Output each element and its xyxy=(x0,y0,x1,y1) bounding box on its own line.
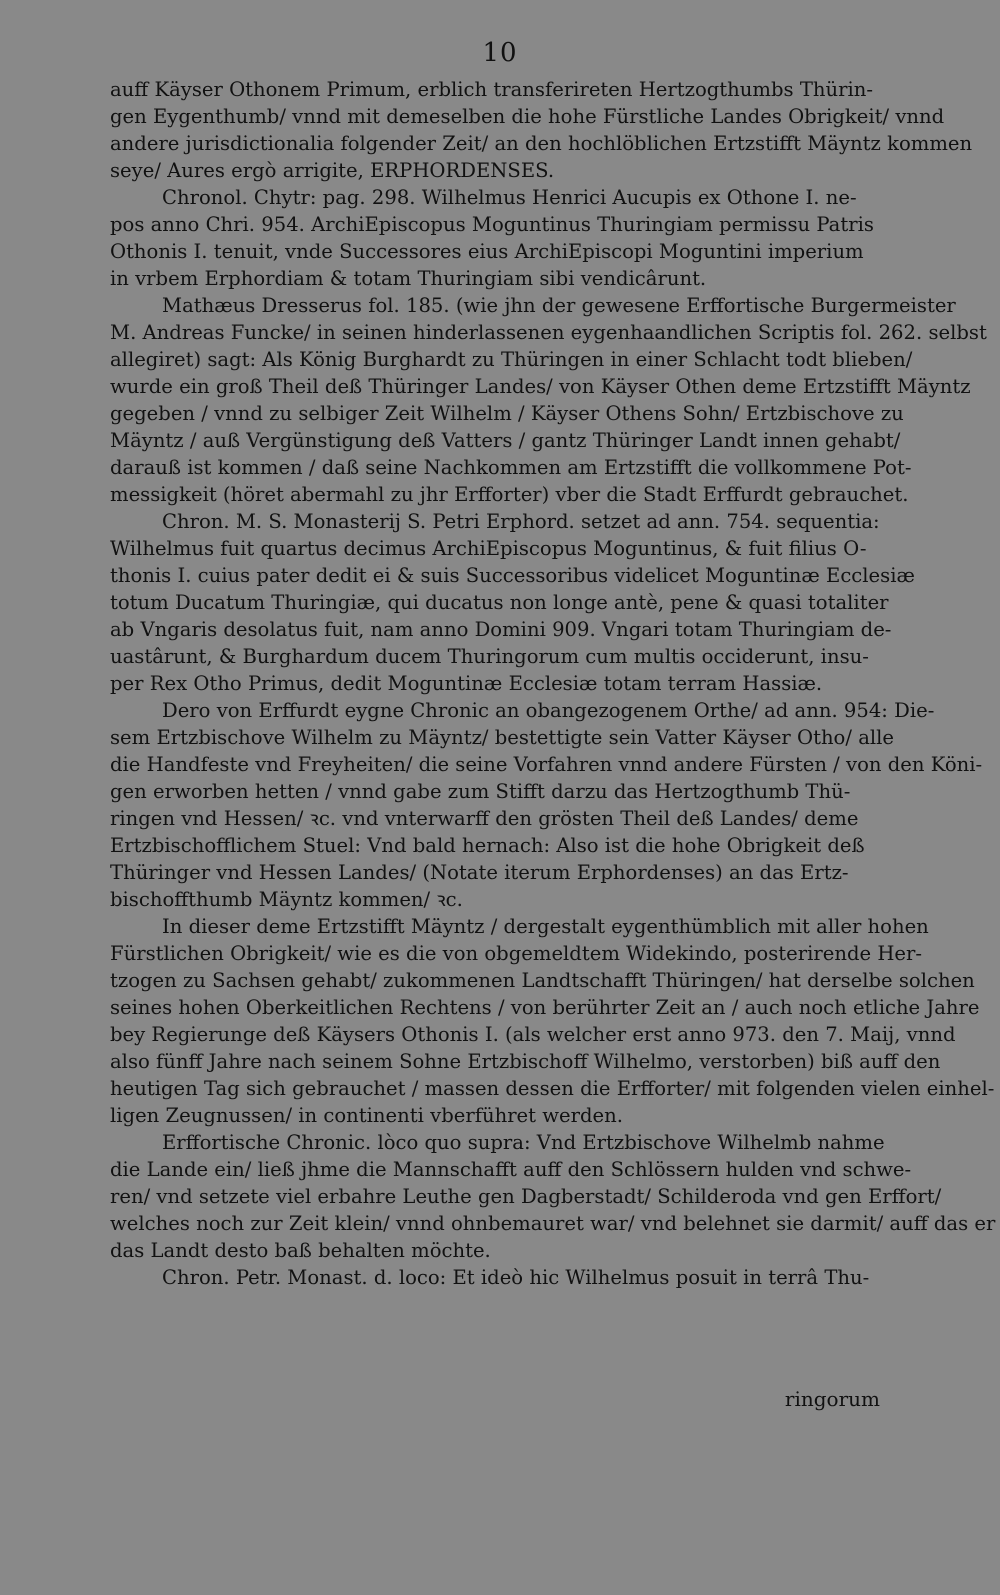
paragraph-7 xyxy=(110,1129,996,1264)
text-line: gen erworben hetten / vnnd gabe zum Stifft darzu das Hertzogthumb Thü- xyxy=(110,780,851,803)
text-line: uastârunt, & Burghardum ducem Thuringorum cum multis occiderunt, insu- xyxy=(110,645,869,668)
text-line: die Handfeste vnd Freyheiten/ die seine Vorfahren vnnd andere Fürsten / von den Köni- xyxy=(110,753,983,776)
text-line: messigkeit (höret abermahl zu jhr Erfforter) vber die Stadt Erffurdt gebrauchet. xyxy=(110,483,909,506)
text-line: seye/ Aures ergò arrigite, ERPHORDENSES. xyxy=(110,159,555,182)
text-line: das Landt desto baß behalten möchte. xyxy=(110,1239,491,1262)
text-line: heutigen Tag sich gebrauchet / massen dessen die Erfforter/ mit folgenden vielen einhel- xyxy=(110,1077,995,1100)
text-line: Mäyntz / auß Vergünstigung deß Vatters / gantz Thüringer Landt innen gehabt/ xyxy=(110,429,901,452)
text-line: Erffortische Chronic. lòco quo supra: Vnd Ertzbischove Wilhelmb nahme xyxy=(162,1131,885,1154)
text-line: ringen vnd Hessen/ ꝛc. vnd vnterwarff den grösten Theil deß Landes/ deme xyxy=(110,807,859,830)
text-line: Chronol. Chytr: pag. 298. Wilhelmus Henrici Aucupis ex Othone I. ne- xyxy=(162,186,857,209)
text-line: Fürstlichen Obrigkeit/ wie es die von obgemeldtem Widekindo, posterirende Her- xyxy=(110,942,922,965)
paragraph-8 xyxy=(110,1264,880,1291)
paragraph-2 xyxy=(110,184,880,292)
text-line: per Rex Otho Primus, dedit Moguntinæ Ecclesiæ totam terram Hassiæ. xyxy=(110,672,823,695)
catchword: ringorum xyxy=(784,1387,880,1411)
text-line: andere jurisdictionalia folgender Zeit/ an den hochlöblichen Ertzstifft Mäyntz kommen xyxy=(110,132,973,155)
text-line: Thüringer vnd Hessen Landes/ (Notate iterum Erphordenses) an das Ertz- xyxy=(110,861,849,884)
text-line: gen Eygenthumb/ vnnd mit demeselben die hohe Fürstliche Landes Obrigkeit/ vnnd xyxy=(110,105,945,128)
text-line: seines hohen Oberkeitlichen Rechtens / von berührter Zeit an / auch noch etliche Jahre xyxy=(110,996,980,1019)
text-line: gegeben / vnnd zu selbiger Zeit Wilhelm / Käyser Othens Sohn/ Ertzbischove zu xyxy=(110,402,904,425)
text-line: Wilhelmus fuit quartus decimus ArchiEpiscopus Moguntinus, & fuit filius O- xyxy=(110,537,867,560)
paragraph-1 xyxy=(110,76,973,184)
text-line: In dieser deme Ertzstifft Mäyntz / dergestalt eygenthümblich mit aller hohen xyxy=(162,915,929,938)
text-line: sem Ertzbischove Wilhelm zu Mäyntz/ bestettigte sein Vatter Käyser Otho/ alle xyxy=(110,726,894,749)
text-line: ab Vngaris desolatus fuit, nam anno Domini 909. Vngari totam Thuringiam de- xyxy=(110,618,892,641)
text-line: bischoffthumb Mäyntz kommen/ ꝛc. xyxy=(110,888,463,911)
text-line: tzogen zu Sachsen gehabt/ zukommenen Landtschafft Thüringen/ hat derselbe solchen xyxy=(110,969,975,992)
text-line: darauß ist kommen / daß seine Nachkommen am Ertzstifft die vollkommene Pot- xyxy=(110,456,912,479)
text-line: Chron. Petr. Monast. d. loco: Et ideò hic Wilhelmus posuit in terrâ Thu- xyxy=(162,1266,870,1289)
paragraph-5 xyxy=(110,697,983,913)
text-line: welches noch zur Zeit klein/ vnnd ohnbemauret war/ vnd belehnet sie darmit/ auff das er xyxy=(110,1212,996,1235)
text-line: Dero von Erffurdt eygne Chronic an obangezogenem Orthe/ ad ann. 954: Die- xyxy=(162,699,935,722)
text-line: Chron. M. S. Monasterij S. Petri Erphord. setzet ad ann. 754. sequentia: xyxy=(162,510,880,533)
paragraph-4 xyxy=(110,508,915,697)
text-line: thonis I. cuius pater dedit ei & suis Successoribus videlicet Moguntinæ Ecclesiæ xyxy=(110,564,915,587)
text-line: bey Regierunge deß Käysers Othonis I. (als welcher erst anno 973. den 7. Maij, vnnd xyxy=(110,1023,956,1046)
text-line: auff Käyser Othonem Primum, erblich transferireten Hertzogthumbs Thürin- xyxy=(110,78,874,101)
text-line: wurde ein groß Theil deß Thüringer Landes/ von Käyser Othen deme Ertzstifft Mäyntz xyxy=(110,375,971,398)
text-line: M. Andreas Funcke/ in seinen hinderlassenen eygenhaandlichen Scriptis fol. 262. selbst xyxy=(110,321,987,344)
text-line: Mathæus Dresserus fol. 185. (wie jhn der gewesene Erffortische Burgermeister xyxy=(162,294,956,317)
text-line: Ertzbischofflichem Stuel: Vnd bald hernach: Also ist die hohe Obrigkeit deß xyxy=(110,834,865,857)
text-line: Othonis I. tenuit, vnde Successores eius ArchiEpiscopi Moguntini imperium xyxy=(110,240,864,263)
page-number: 10 xyxy=(482,38,518,68)
text-line: in vrbem Erphordiam & totam Thuringiam sibi vendicârunt. xyxy=(110,267,707,290)
text-line: ligen Zeugnussen/ in continenti vberführet werden. xyxy=(110,1104,623,1127)
text-line: pos anno Chri. 954. ArchiEpiscopus Moguntinus Thuringiam permissu Patris xyxy=(110,213,874,236)
text-line: die Lande ein/ ließ jhme die Mannschafft auff den Schlössern hulden vnd schwe- xyxy=(110,1158,912,1181)
body-text xyxy=(110,76,996,1291)
paragraph-6 xyxy=(110,913,995,1129)
text-line: also fünff Jahre nach seinem Sohne Ertzbischoff Wilhelmo, verstorben) biß auff den xyxy=(110,1050,941,1073)
paragraph-3 xyxy=(110,292,987,508)
text-line: ren/ vnd setzete viel erbahre Leuthe gen Dagberstadt/ Schilderoda vnd gen Erffort/ xyxy=(110,1185,942,1208)
text-line: totum Ducatum Thuringiæ, qui ducatus non longe antè, pene & quasi totaliter xyxy=(110,591,889,614)
text-line: allegiret) sagt: Als König Burghardt zu Thüringen in einer Schlacht todt blieben/ xyxy=(110,348,913,371)
